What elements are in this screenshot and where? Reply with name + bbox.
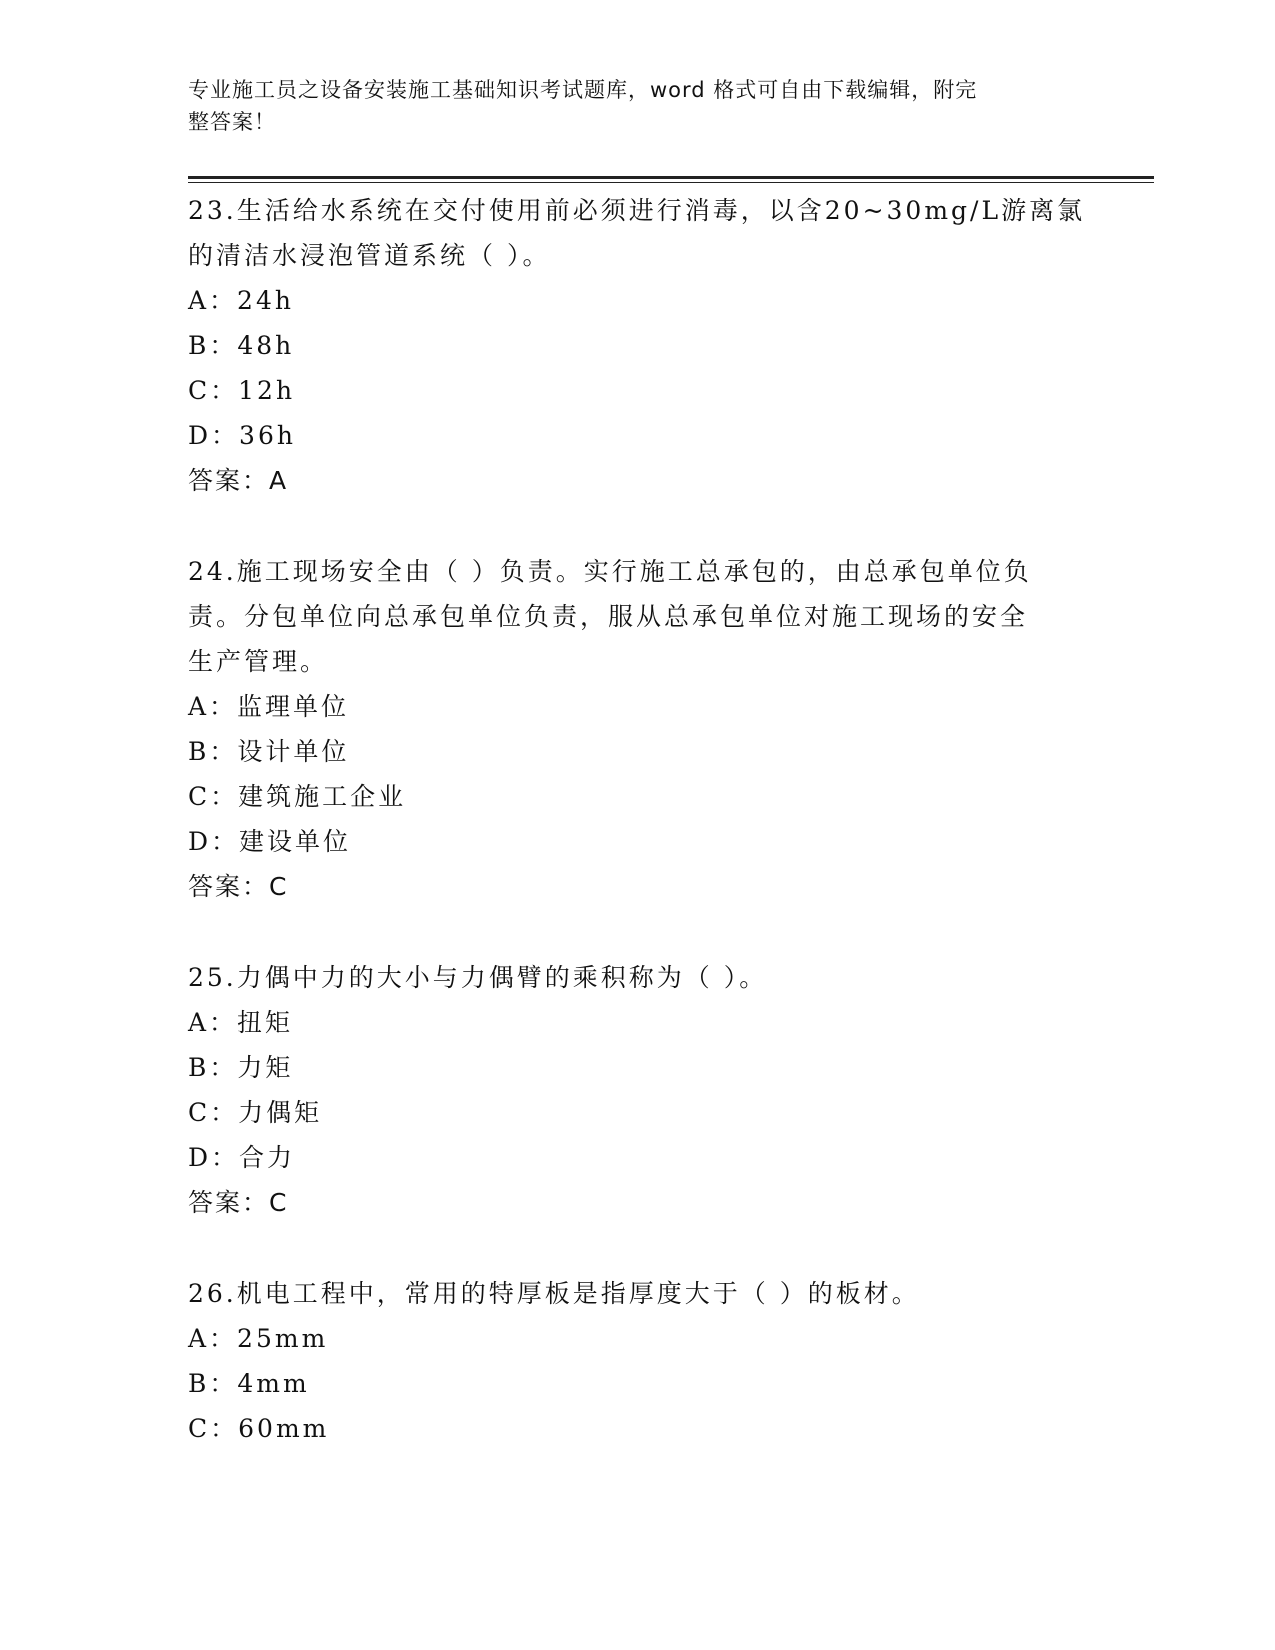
option-b: B：设计单位 [188, 737, 350, 766]
option-a: A：扭矩 [188, 1008, 294, 1037]
option-d: D：合力 [188, 1143, 296, 1172]
option-c: C：60mm [188, 1414, 330, 1443]
question-26 [188, 1271, 1088, 1451]
header-divider-thin [188, 182, 1154, 183]
option-a: A：24h [188, 286, 294, 315]
question-stem-line: 责。分包单位向总承包单位负责，服从总承包单位对施工现场的安全 [188, 602, 1029, 631]
document-header [188, 74, 1068, 138]
question-23 [188, 188, 1088, 503]
question-spacer [188, 1225, 1088, 1271]
question-spacer [188, 503, 1088, 549]
question-stem-line: 生产管理。 [188, 647, 329, 676]
question-stem-line: 26.机电工程中，常用的特厚板是指厚度大于（ ）的板材。 [188, 1279, 920, 1308]
question-25 [188, 955, 1088, 1225]
option-b: B：力矩 [188, 1053, 294, 1082]
option-b: B：48h [188, 331, 295, 360]
header-divider-thick [188, 176, 1154, 179]
question-stem-line: 25.力偶中力的大小与力偶臂的乘积称为（ ）。 [188, 963, 768, 992]
answer: 答案：C [188, 872, 289, 901]
option-a: A：25mm [188, 1324, 329, 1353]
option-c: C：12h [188, 376, 296, 405]
option-a: A：监理单位 [188, 692, 350, 721]
answer: 答案：C [188, 1188, 289, 1217]
option-d: D：36h [188, 421, 296, 450]
question-24 [188, 549, 1088, 909]
question-stem-line: 24.施工现场安全由（ ）负责。实行施工总承包的，由总承包单位负 [188, 557, 1032, 586]
question-stem-line: 的清洁水浸泡管道系统（ ）。 [188, 241, 551, 270]
option-d: D：建设单位 [188, 827, 352, 856]
header-line-1: 专业施工员之设备安装施工基础知识考试题库，word 格式可自由下载编辑，附完 [188, 78, 978, 102]
option-b: B：4mm [188, 1369, 310, 1398]
question-list [188, 188, 1088, 1451]
header-line-2: 整答案！ [188, 110, 276, 134]
answer: 答案：A [188, 466, 289, 495]
option-c: C：力偶矩 [188, 1098, 323, 1127]
question-stem-line: 23.生活给水系统在交付使用前必须进行消毒，以含20~30mg/L游离氯 [188, 196, 1086, 225]
question-spacer [188, 909, 1088, 955]
option-c: C：建筑施工企业 [188, 782, 407, 811]
